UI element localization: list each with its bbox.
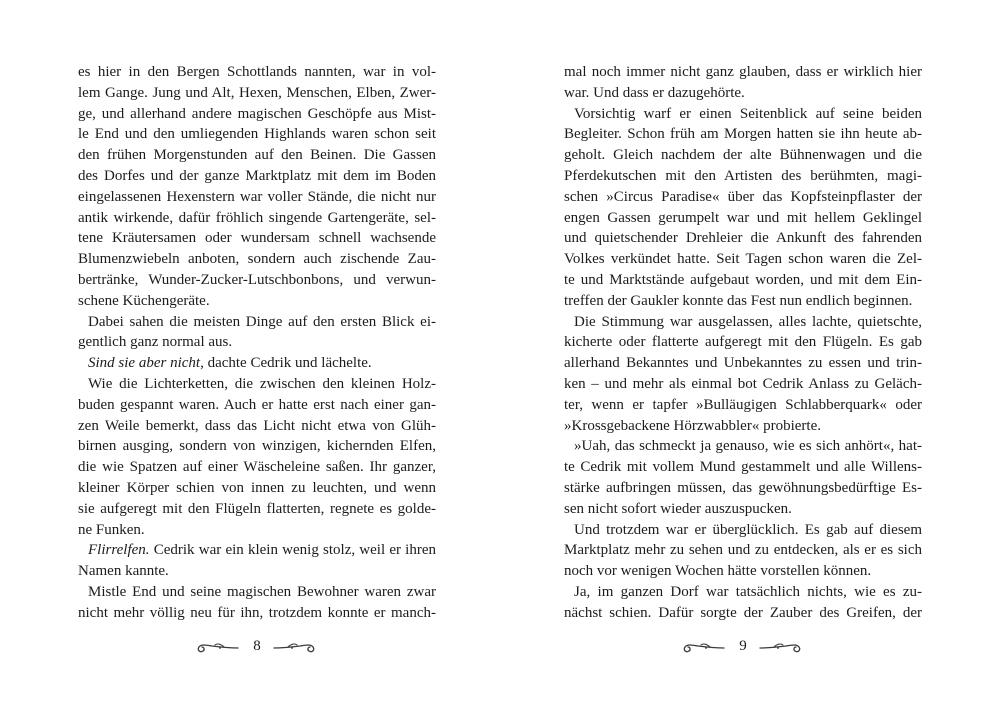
text-line: zen Weile bemerkt, dass das Licht nicht etwa von Glüh- [78,417,436,434]
text-line: antik wirkende, dafür fröhlich singende Gartengeräte, sel- [78,209,436,226]
text-run: Cedrik war ein klein wenig stolz, weil er ihren [149,542,436,559]
text-line: »Uah, das schmeckt ja genauso, wie es sich anhört«, hat- [574,438,922,455]
text-line: le End und den umliegenden Highlands waren schon seit [78,126,436,143]
text-line: Und trotzdem war er überglücklich. Es gab auf diesem [574,521,922,538]
text-line: birnen ausging, sondern von winzigen, kichernden Elfen, [78,438,436,455]
text-line: treffen der Gaukler konnte das Fest nun endlich beginnen. [564,292,913,309]
text-line: Wie die Lichterketten, die zwischen den kleinen Holz- [88,375,436,392]
text-line: die wie Spatzen auf einer Wäscheleine saßen. Ihr ganzer, [78,459,436,476]
text-line: und quietschender Drehleier die Ankunft des fahrenden [564,230,922,247]
text-line: sie aufgeregt mit den Flügeln flatterten, regnete es golde- [78,500,436,517]
text-line: den frühen Morgenstunden auf den Beinen. Die Gassen [78,147,436,164]
right-page-footer [662,632,822,662]
text-line: kicherte oder flatterte aufgeregt mit den Flügeln. Es gab [564,334,922,351]
text-line: lem Gange. Jung und Alt, Hexen, Menschen, Elben, Zwer- [78,84,436,101]
text-line: nächst schien. Dafür sorgte der Zauber des Greifen, der [564,604,922,621]
italic-text: Flirrelfen. [88,542,150,559]
text-line: »Krossgebackene Hörzwabbler« probierte. [564,417,821,434]
text-line: Volkes verkündet hatte. Seit Tagen schon waren die Zel- [564,251,922,268]
right-page [564,62,922,624]
text-line: Die Stimmung war ausgelassen, alles lachte, quietschte, [574,313,922,330]
text-line: te Cedrik mit vollem Mund gestammelt und alle Willens- [564,459,922,476]
flourish-ornament-icon [272,638,318,658]
text-line: Mistle End und seine magischen Bewohner waren zwar [88,583,436,600]
text-line: es hier in den Bergen Schottlands nannten, war in vol- [78,64,436,80]
text-line: eingelassenen Hexenstern war voller Stände, die nicht nur [78,188,436,205]
left-page-footer [176,632,336,662]
text-line [78,540,436,561]
text-line: Ja, im ganzen Dorf war tatsächlich nichts, wie es zu- [574,583,922,600]
flourish-ornament-icon [194,638,240,658]
text-line: ter, wenn er tapfer »Bulläugigen Schlabberquark« oder [564,396,922,413]
text-line: engen Gassen gerumpelt war und mit hellem Geklingel [564,209,922,226]
text-line: geholt. Gleich nachdem der alte Bühnenwagen und die [564,147,922,164]
text-line: tene Kräutersamen oder wundersam schnell wachsende [78,230,436,247]
text-line: mal noch immer nicht ganz glauben, dass er wirklich hier [564,64,922,80]
text-run: dachte Cedrik und lächelte. [203,355,372,372]
text-line: ne Funken. [78,521,145,538]
text-line: des Dorfes und der ganze Marktplatz mit dem im Boden [78,167,436,184]
text-line: bertränke, Wunder-Zucker-Lutschbonbons, und verwun- [78,271,436,288]
flourish-ornament-icon [758,638,804,658]
text-line: schene Küchengeräte. [78,292,210,309]
italic-text: Sind sie aber nicht, [88,355,204,372]
text-line: ken – und mehr als einmal bot Cedrik Anlass zu Geläch- [564,375,922,392]
text-line: Vorsichtig warf er einen Seitenblick auf seine beiden [574,105,922,122]
page-number: 9 [739,638,747,654]
text-line: sen nicht sofort wieder auszuspucken. [564,500,792,517]
text-line: gentlich ganz normal aus. [78,334,233,351]
text-line: stärke aufbringen müssen, das gewöhnungsbedürftige Es- [564,479,922,496]
text-line: nicht mehr völlig neu für ihn, trotzdem konnte er manch- [78,604,436,621]
text-line: kleiner Körper schien von innen zu leuchten, und wenn [78,479,436,496]
text-line: noch vor wenigen Wochen hätte vorstellen können. [564,563,872,580]
page-number: 8 [253,638,261,654]
text-line: ge, und allerhand andere magischen Geschöpfe aus Mist- [78,105,436,122]
text-line [78,353,436,374]
text-line: te und Marktstände aufgebaut worden, und mit dem Ein- [564,271,922,288]
text-line: buden gespannt waren. Auch er hatte erst nach einer gan- [78,396,436,413]
text-line: Namen kannte. [78,563,169,580]
text-line: schen »Circus Paradise« über das Kopfsteinpflaster der [564,188,922,205]
text-line: Dabei sahen die meisten Dinge auf den ersten Blick ei- [88,313,436,330]
text-line: allerhand Bekanntes und Unbekanntes zu essen und trin- [564,355,922,372]
text-line: Pferdekutschen mit den Artisten des berühmten, magi- [564,167,922,184]
left-page [78,62,436,624]
flourish-ornament-icon [680,638,726,658]
text-line: Begleiter. Schon früh am Morgen hatten sie ihn heute ab- [564,126,922,143]
text-line: Marktplatz mehr zu sehen und zu entdecken, als er es sich [564,542,922,559]
text-line: war. Und dass er dazugehörte. [564,84,745,101]
text-line: Blumenzwiebeln anboten, sondern auch zischende Zau- [78,251,436,268]
